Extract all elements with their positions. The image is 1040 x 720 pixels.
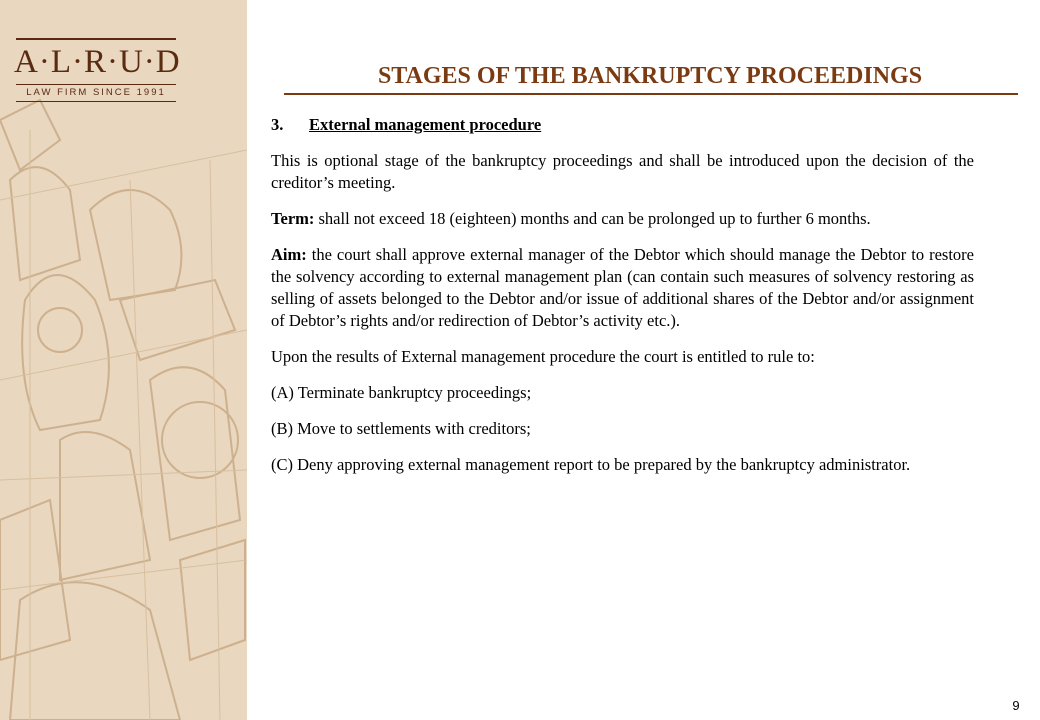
intro-paragraph: This is optional stage of the bankruptcy proceedings and shall be introduced upon the decision of the creditor’s meeting. bbox=[271, 151, 974, 192]
aim-paragraph bbox=[271, 244, 974, 332]
option-c: (C) Deny approving external management report to be prepared by the bankruptcy administrator. bbox=[271, 455, 911, 474]
slide-content bbox=[271, 114, 974, 490]
results-paragraph: Upon the results of External management procedure the court is entitled to rule to: bbox=[271, 347, 815, 366]
slide-title: STAGES OF THE BANKRUPTCY PROCEEDINGS bbox=[377, 63, 923, 89]
title-underline bbox=[284, 93, 1018, 95]
term-text: shall not exceed 18 (eighteen) months and can be prolonged up to further 6 months. bbox=[314, 209, 871, 228]
logo-rule bbox=[16, 38, 176, 40]
logo-name: A·L·R·U·D bbox=[14, 44, 181, 80]
aim-text: the court shall approve external manager of the Debtor which should manage the Debtor to restore the solvency according to external management plan (can contain such measures of solvency restoring as selling of assets belonged to the Debtor and/or issue of additional shares of the Debtor and/or assignment of Debtor’s rights and/or redirection of Debtor’s activity etc.). bbox=[271, 245, 974, 330]
decorative-sidebar bbox=[0, 0, 247, 720]
option-b: (B) Move to settlements with creditors; bbox=[271, 419, 531, 438]
logo-tagline: LAW FIRM SINCE 1991 bbox=[26, 87, 166, 98]
section-heading-text: External management procedure bbox=[309, 115, 542, 134]
term-label: Term: bbox=[271, 209, 315, 228]
logo-rule bbox=[16, 101, 176, 102]
section-number: 3. bbox=[271, 115, 284, 134]
option-a: (A) Terminate bankruptcy proceedings; bbox=[271, 383, 532, 402]
logo-rule bbox=[16, 84, 176, 85]
term-paragraph bbox=[271, 208, 974, 230]
section-heading bbox=[271, 114, 974, 136]
page-number: 9 bbox=[1012, 698, 1020, 713]
aim-label: Aim: bbox=[271, 245, 307, 264]
engraving-illustration bbox=[0, 0, 247, 720]
